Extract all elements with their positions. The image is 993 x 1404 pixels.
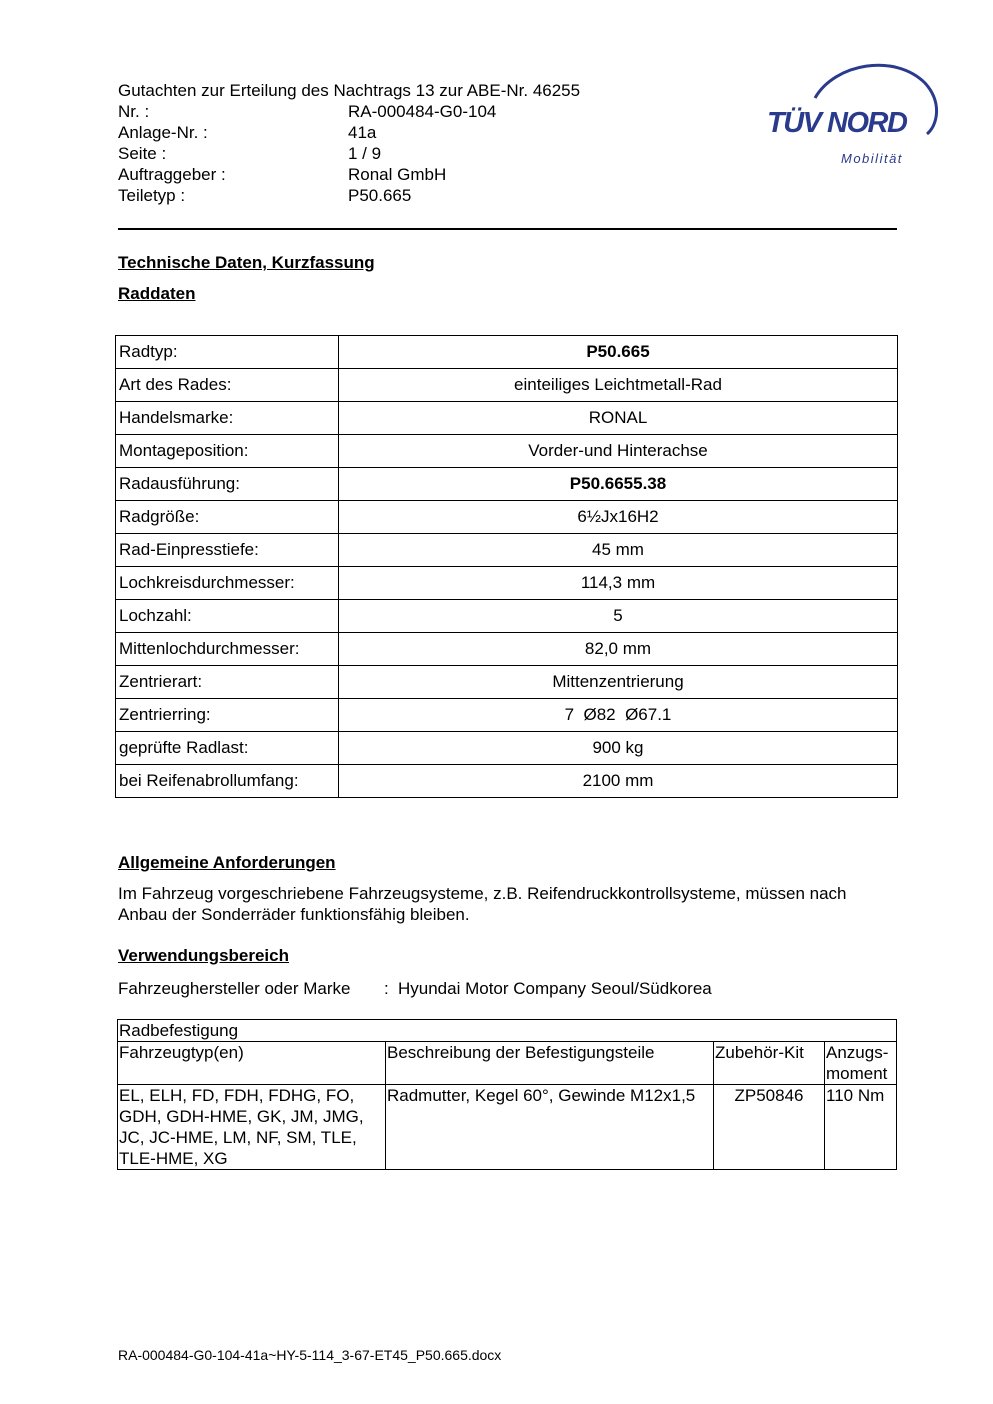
column-header: Beschreibung der Befestigungsteile [386, 1042, 714, 1085]
raddaten-label: Rad-Einpresstiefe: [116, 534, 339, 567]
header-value: P50.665 [348, 186, 412, 205]
header-row-nr [118, 101, 738, 122]
raddaten-value: P50.665 [339, 336, 898, 369]
header-value: 1 / 9 [348, 144, 382, 163]
radbefestigung-table [117, 1019, 897, 1170]
logo-brand: TÜV NORD [767, 107, 907, 139]
table-row [118, 1085, 897, 1170]
hersteller-line [118, 978, 712, 999]
header-title: Gutachten zur Erteilung des Nachtrags 13 zur ABE-Nr. 46255 [118, 81, 581, 100]
raddaten-label: Radausführung: [116, 468, 339, 501]
header-row-auftraggeber [118, 164, 738, 185]
section-heading-verwendungsbereich: Verwendungsbereich [118, 946, 289, 965]
table-row [116, 402, 898, 435]
hersteller-separator: : [384, 979, 389, 998]
header-value: Ronal GmbH [348, 165, 447, 184]
raddaten-label: Lochkreisdurchmesser: [116, 567, 339, 600]
column-header: Anzugs-moment [825, 1042, 897, 1085]
header-divider [118, 228, 897, 230]
raddaten-label: Radtyp: [116, 336, 339, 369]
table-row [116, 765, 898, 798]
raddaten-label: geprüfte Radlast: [116, 732, 339, 765]
hersteller-value: Hyundai Motor Company Seoul/Südkorea [398, 979, 712, 998]
document-header [118, 80, 738, 206]
table-row [116, 435, 898, 468]
allgemeine-anforderungen-text: Im Fahrzeug vorgeschriebene Fahrzeugsysteme, z.B. Reifendruckkontrollsysteme, müssen nach Anbau der Sonderräder funktionsfähig bleiben. [118, 884, 847, 924]
table-row [116, 567, 898, 600]
header-row-anlage [118, 122, 738, 143]
table-row [116, 468, 898, 501]
table-row [116, 699, 898, 732]
table-title-row [118, 1020, 897, 1042]
table-row [116, 600, 898, 633]
raddaten-value: 2100 mm [339, 765, 898, 798]
header-row-seite [118, 143, 738, 164]
raddaten-label: Zentrierring: [116, 699, 339, 732]
raddaten-value: 900 kg [339, 732, 898, 765]
tuev-nord-logo [765, 58, 945, 170]
header-row-teiletyp [118, 185, 738, 206]
hersteller-label: Fahrzeughersteller oder Marke [118, 979, 351, 998]
table-row [116, 732, 898, 765]
column-header: Fahrzeugtyp(en) [118, 1042, 386, 1085]
column-header: Zubehör-Kit [714, 1042, 825, 1085]
raddaten-value: Vorder-und Hinterachse [339, 435, 898, 468]
raddaten-value: RONAL [339, 402, 898, 435]
raddaten-value: 114,3 mm [339, 567, 898, 600]
raddaten-value: 7 Ø82 Ø67.1 [339, 699, 898, 732]
raddaten-label: Art des Rades: [116, 369, 339, 402]
fahrzeugtypen-cell: EL, ELH, FD, FDH, FDHG, FO, GDH, GDH-HME, GK, JM, JMG, JC, JC-HME, LM, NF, SM, TLE, TLE-HME, XG [118, 1085, 386, 1170]
raddaten-label: Handelsmarke: [116, 402, 339, 435]
raddaten-value: einteiliges Leichtmetall-Rad [339, 369, 898, 402]
header-label: Anlage-Nr. : [118, 123, 208, 142]
raddaten-value: 45 mm [339, 534, 898, 567]
section-heading-raddaten: Raddaten [118, 284, 196, 303]
table-row [116, 369, 898, 402]
beschreibung-cell: Radmutter, Kegel 60°, Gewinde M12x1,5 [386, 1085, 714, 1170]
table-row [116, 633, 898, 666]
radbefestigung-title: Radbefestigung [118, 1020, 897, 1042]
header-label: Seite : [118, 144, 167, 163]
table-row [116, 336, 898, 369]
footer-filename: RA-000484-G0-104-41a~HY-5-114_3-67-ET45_P50.665.docx [118, 1347, 502, 1363]
header-label: Auftraggeber : [118, 165, 226, 184]
raddaten-value: P50.6655.38 [339, 468, 898, 501]
raddaten-label: Montageposition: [116, 435, 339, 468]
raddaten-label: Radgröße: [116, 501, 339, 534]
raddaten-label: Mittenlochdurchmesser: [116, 633, 339, 666]
section-heading-allgemeine-anforderungen: Allgemeine Anforderungen [118, 853, 336, 872]
table-row [116, 501, 898, 534]
table-row [116, 666, 898, 699]
raddaten-value: 82,0 mm [339, 633, 898, 666]
zubehoer-kit-cell: ZP50846 [714, 1085, 825, 1170]
table-header-row [118, 1042, 897, 1085]
raddaten-value: 5 [339, 600, 898, 633]
raddaten-value: Mittenzentrierung [339, 666, 898, 699]
table-row [116, 534, 898, 567]
logo-subtitle: Mobilität [841, 151, 903, 166]
section-heading-technische-daten: Technische Daten, Kurzfassung [118, 253, 375, 272]
anzugsmoment-cell: 110 Nm [825, 1085, 897, 1170]
raddaten-table [115, 335, 898, 798]
raddaten-label: bei Reifenabrollumfang: [116, 765, 339, 798]
raddaten-value: 6½Jx16H2 [339, 501, 898, 534]
header-label: Teiletyp : [118, 186, 186, 205]
raddaten-label: Lochzahl: [116, 600, 339, 633]
header-value: 41a [348, 123, 377, 142]
raddaten-label: Zentrierart: [116, 666, 339, 699]
header-label: Nr. : [118, 102, 150, 121]
header-value: RA-000484-G0-104 [348, 102, 497, 121]
